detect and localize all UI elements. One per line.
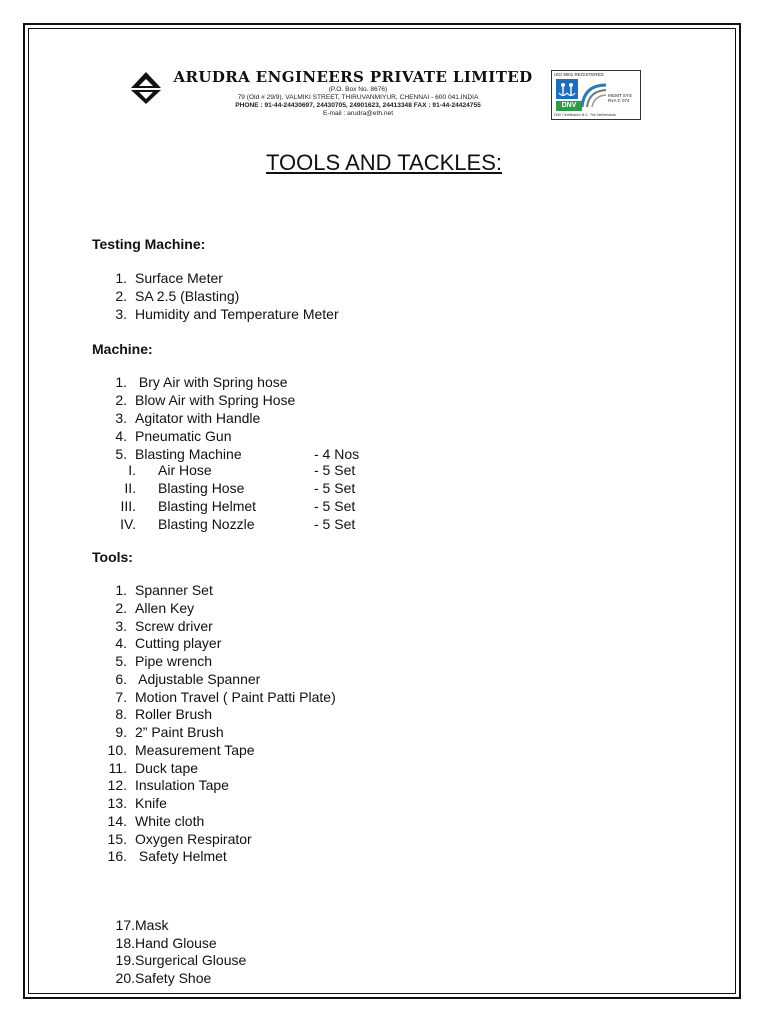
list-item-text: Screw driver [135, 617, 213, 634]
company-name: ARUDRA ENGINEERS PRIVATE LIMITED [173, 68, 533, 86]
list-item-number: II. [124, 480, 136, 496]
list-item-text: Spanner Set [135, 582, 213, 598]
list-item-text: Adjustable Spanner [135, 670, 261, 687]
company-address: 79 (Old # 29/9), VALMIKI STREET, THIRUVANMIYUR, CHENNAI - 600 041.INDIA [237, 94, 479, 101]
list-item-number: 4. [115, 635, 127, 652]
company-logo-icon [129, 70, 163, 106]
section-heading-machine: Machine: [92, 341, 153, 357]
list-item-quantity: - 5 Set [314, 498, 356, 514]
list-item-number: 15. [107, 830, 127, 847]
list-item-text: Pipe wrench [135, 653, 213, 669]
cert-title: ISO 9001 REGISTERED [554, 72, 604, 77]
list-item-text: Knife [135, 795, 167, 811]
list-item-number: 13. [107, 795, 127, 811]
list-item-text: Blasting Machine [135, 445, 242, 462]
list-item-text: Oxygen Respirator [135, 830, 252, 847]
list-item-text: Surface Meter [135, 270, 223, 286]
list-item-text: Blasting Helmet [158, 498, 257, 514]
list-item-number: 3. [115, 617, 127, 634]
list-item-number: 2. [115, 288, 127, 304]
list-item-text: Allen Key [135, 599, 195, 616]
list-item-text: Surgerical Glouse [135, 952, 247, 968]
list-item-number: 19. [115, 952, 135, 968]
list-item-text: Mask [135, 917, 169, 933]
letterhead [125, 66, 645, 126]
list-item-number: 6. [115, 670, 127, 687]
iso-certification-badge [551, 70, 641, 120]
list-item-number: 3. [115, 306, 127, 322]
list-item-text: Blasting Nozzle [158, 516, 255, 532]
list-item-text: Measurement Tape [135, 741, 255, 758]
list-item-text: Humidity and Temperature Meter [135, 306, 339, 322]
list-item-number: 5. [115, 653, 127, 669]
list-item-number: 8. [115, 706, 127, 723]
list-item-text: Pneumatic Gun [135, 427, 232, 444]
list-item-quantity: - 5 Set [314, 516, 356, 532]
list-item-text: Air Hose [158, 462, 212, 478]
rva-arc-icon [580, 81, 608, 109]
list-item-number: 1. [115, 374, 127, 390]
list-item-quantity: - 5 Set [314, 480, 356, 496]
list-item-number: 16. [107, 848, 127, 865]
list-item-number: 20. [115, 969, 135, 986]
list-item-text: Hand Glouse [135, 934, 217, 951]
list-item-number: 14. [107, 812, 127, 829]
list-item-text: Duck tape [135, 759, 199, 776]
list-item-text: Bry Air with Spring hose [135, 374, 288, 390]
list-item-number: 17. [115, 917, 135, 933]
anchor-icon [556, 79, 578, 99]
list-item-text: Agitator with Handle [135, 409, 261, 426]
list-item-number: 12. [107, 777, 127, 794]
list-item-quantity: - 4 Nos [314, 445, 360, 462]
list-item-number: 1. [115, 270, 127, 286]
list-item-number: 11. [108, 759, 127, 776]
section-heading-testing: Testing Machine: [92, 236, 206, 252]
list-item-number: 5. [115, 445, 127, 462]
list-item-text: Cutting player [135, 635, 222, 652]
list-item-text: Motion Travel ( Paint Patti Plate) [135, 688, 336, 705]
list-item-text: 2” Paint Brush [135, 724, 224, 740]
company-phone: PHONE : 91-44-24430697, 24430705, 24901623, 24413348 FAX : 91-44-24424755 [235, 102, 481, 109]
list-item-text: Blow Air with Spring Hose [135, 391, 296, 408]
list-item-text: Safety Helmet [135, 848, 227, 865]
list-item-text: Blasting Hose [158, 480, 245, 496]
list-item-text: Safety Shoe [135, 969, 212, 986]
cert-footer: DNV Certification B.V., The Netherlands [554, 113, 616, 117]
list-item-number: 2. [115, 391, 127, 408]
list-item-quantity: - 5 Set [314, 462, 356, 478]
po-box: (P.O. Box No. 8676) [328, 86, 388, 93]
list-item-number: IV. [120, 516, 136, 532]
list-item-text: Insulation Tape [135, 777, 229, 794]
list-item-number: 2. [115, 599, 127, 616]
company-email: E-mail : arudra@eth.net [322, 110, 394, 117]
cert-side-text: MGMT SYS RvA C 074 [608, 93, 632, 103]
page-title: TOOLS AND TACKLES: [266, 150, 502, 175]
list-item-number: 7. [115, 688, 127, 705]
section-heading-tools: Tools: [92, 549, 133, 565]
list-item-number: I. [128, 462, 136, 478]
dnv-label: DNV [556, 101, 582, 111]
list-item-number: 18. [115, 934, 135, 951]
list-item-number: 1. [115, 582, 127, 598]
list-item-text: SA 2.5 (Blasting) [135, 288, 240, 304]
list-item-number: 9. [115, 724, 127, 740]
list-item-number: 3. [115, 409, 127, 426]
list-item-text: Roller Brush [135, 706, 213, 723]
list-item-text: White cloth [135, 812, 205, 829]
list-item-number: 4. [115, 427, 127, 444]
list-item-number: III. [120, 498, 136, 514]
list-item-number: 10. [107, 741, 127, 758]
